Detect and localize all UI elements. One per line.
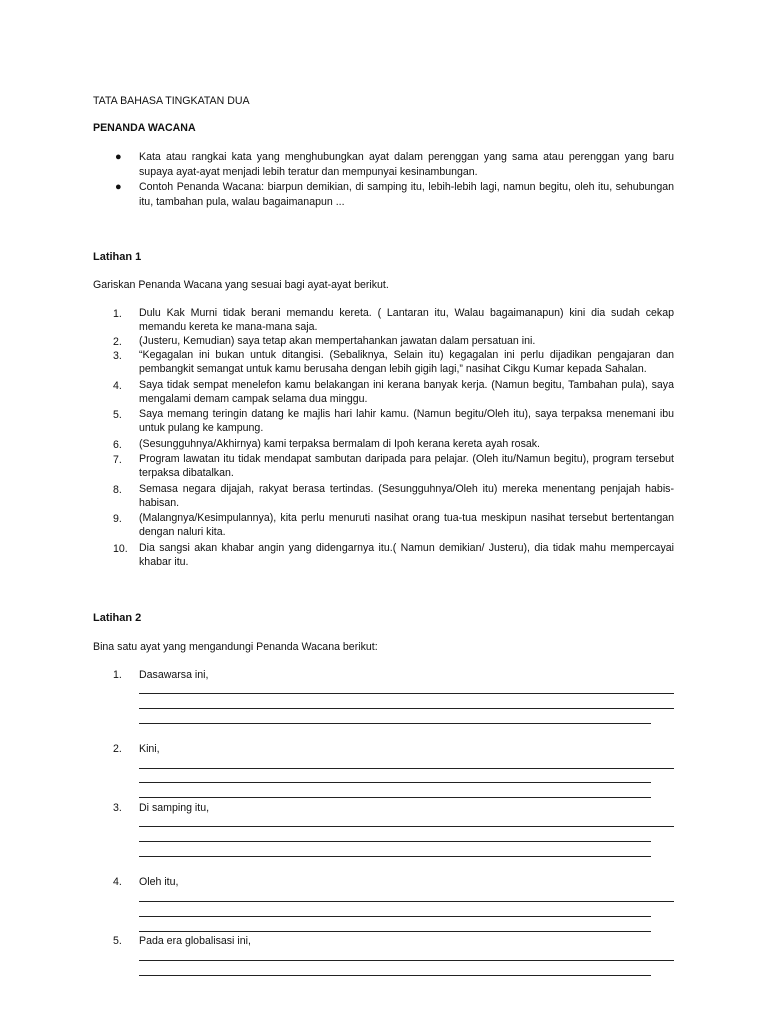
answer-line[interactable] (139, 931, 651, 932)
item-number: 6. (113, 439, 122, 451)
bullet-marker: ● (115, 151, 122, 163)
exercise-item: “Kegagalan ini bukan untuk ditangisi. (Sebaliknya, Selain itu) kegagalan ini perlu dijadikan pengajaran dan pembangkit semangat untuk kamu berusaha dengan lebih gigih lagi,” nasihat Cikgu Kumar kepada Sahalan. (139, 349, 674, 375)
question-prompt: Oleh itu, (139, 876, 179, 888)
question-number: 4. (113, 876, 122, 888)
answer-line[interactable] (139, 901, 674, 902)
question-number: 2. (113, 743, 122, 755)
exercise-item: (Sesungguhnya/Akhirnya) kami terpaksa bermalam di Ipoh kerana kereta ayah rosak. (139, 438, 541, 450)
answer-line[interactable] (139, 782, 651, 783)
exercise-item: Dulu Kak Murni tidak berani memandu kereta. ( Lantaran itu, Walau bagaimanapun) kini dia sudah cekap memandu kereta ke mana-mana saja. (139, 307, 674, 333)
answer-line[interactable] (139, 916, 651, 917)
answer-line[interactable] (139, 975, 651, 976)
question-prompt: Dasawarsa ini, (139, 669, 209, 681)
page-title: TATA BAHASA TINGKATAN DUA (93, 95, 250, 107)
section-title: PENANDA WACANA (93, 122, 196, 134)
exercise-item: Dia sangsi akan khabar angin yang didengarnya itu.( Namun demikian/ Justeru), dia tidak mahu mempercayai khabar itu. (139, 542, 674, 568)
answer-line[interactable] (139, 826, 674, 827)
examples-text: Contoh Penanda Wacana: biarpun demikian, di samping itu, lebih-lebih lagi, namun begitu, oleh itu, sehubungan itu, tambahan pula, walau bagaimanapun ... (139, 181, 674, 208)
exercise-2-heading: Latihan 2 (93, 612, 142, 624)
question-number: 1. (113, 669, 122, 681)
item-number: 9. (113, 513, 122, 525)
exercise-1-heading: Latihan 1 (93, 251, 142, 263)
answer-line[interactable] (139, 797, 651, 798)
question-prompt: Di samping itu, (139, 802, 210, 814)
answer-line[interactable] (139, 856, 651, 857)
question-prompt: Kini, (139, 743, 160, 755)
answer-line[interactable] (139, 708, 674, 709)
item-number: 4. (113, 380, 122, 392)
item-number: 2. (113, 336, 122, 348)
exercise-item: Semasa negara dijajah, rakyat berasa tertindas. (Sesungguhnya/Oleh itu) mereka menentang penjajah habis-habisan. (139, 483, 674, 509)
question-number: 3. (113, 802, 122, 814)
bullet-marker: ● (115, 181, 122, 193)
question-prompt: Pada era globalisasi ini, (139, 935, 251, 947)
answer-line[interactable] (139, 723, 651, 724)
answer-line[interactable] (139, 841, 651, 842)
exercise-item: Program lawatan itu tidak mendapat sambutan daripada para pelajar. (Oleh itu/Namun begitu), program tersebut terpaksa dibatalkan. (139, 453, 674, 479)
question-number: 5. (113, 935, 122, 947)
exercise-1-instruction: Gariskan Penanda Wacana yang sesuai bagi ayat-ayat berikut. (93, 279, 389, 291)
exercise-item: (Malangnya/Kesimpulannya), kita perlu menuruti nasihat orang tua-tua meskipun nasihat tersebut bertentangan dengan naluri kita. (139, 512, 674, 538)
exercise-item: Saya memang teringin datang ke majlis hari lahir kamu. (Namun begitu/Oleh itu), saya terpaksa menemani ibu untuk pulang ke kampung. (139, 408, 674, 434)
item-number: 3. (113, 350, 122, 362)
item-number: 5. (113, 409, 122, 421)
item-number: 7. (113, 454, 122, 466)
item-number: 8. (113, 484, 122, 496)
answer-line[interactable] (139, 960, 674, 961)
exercise-item: (Justeru, Kemudian) saya tetap akan mempertahankan jawatan dalam persatuan ini. (139, 335, 536, 347)
item-number: 1. (113, 308, 122, 320)
item-number: 10. (113, 543, 128, 555)
exercise-item: Saya tidak sempat menelefon kamu belakangan ini kerana banyak kerja. (Namun begitu, Tambahan pula), saya mengalami demam campak selama dua minggu. (139, 379, 674, 405)
answer-line[interactable] (139, 693, 674, 694)
answer-line[interactable] (139, 768, 674, 769)
definition-text: Kata atau rangkai kata yang menghubungkan ayat dalam perenggan yang sama atau perenggan yang baru supaya ayat-ayat menjadi lebih teratur dan mempunyai kesinambungan. (139, 151, 674, 178)
exercise-2-instruction: Bina satu ayat yang mengandungi Penanda Wacana berikut: (93, 641, 378, 653)
